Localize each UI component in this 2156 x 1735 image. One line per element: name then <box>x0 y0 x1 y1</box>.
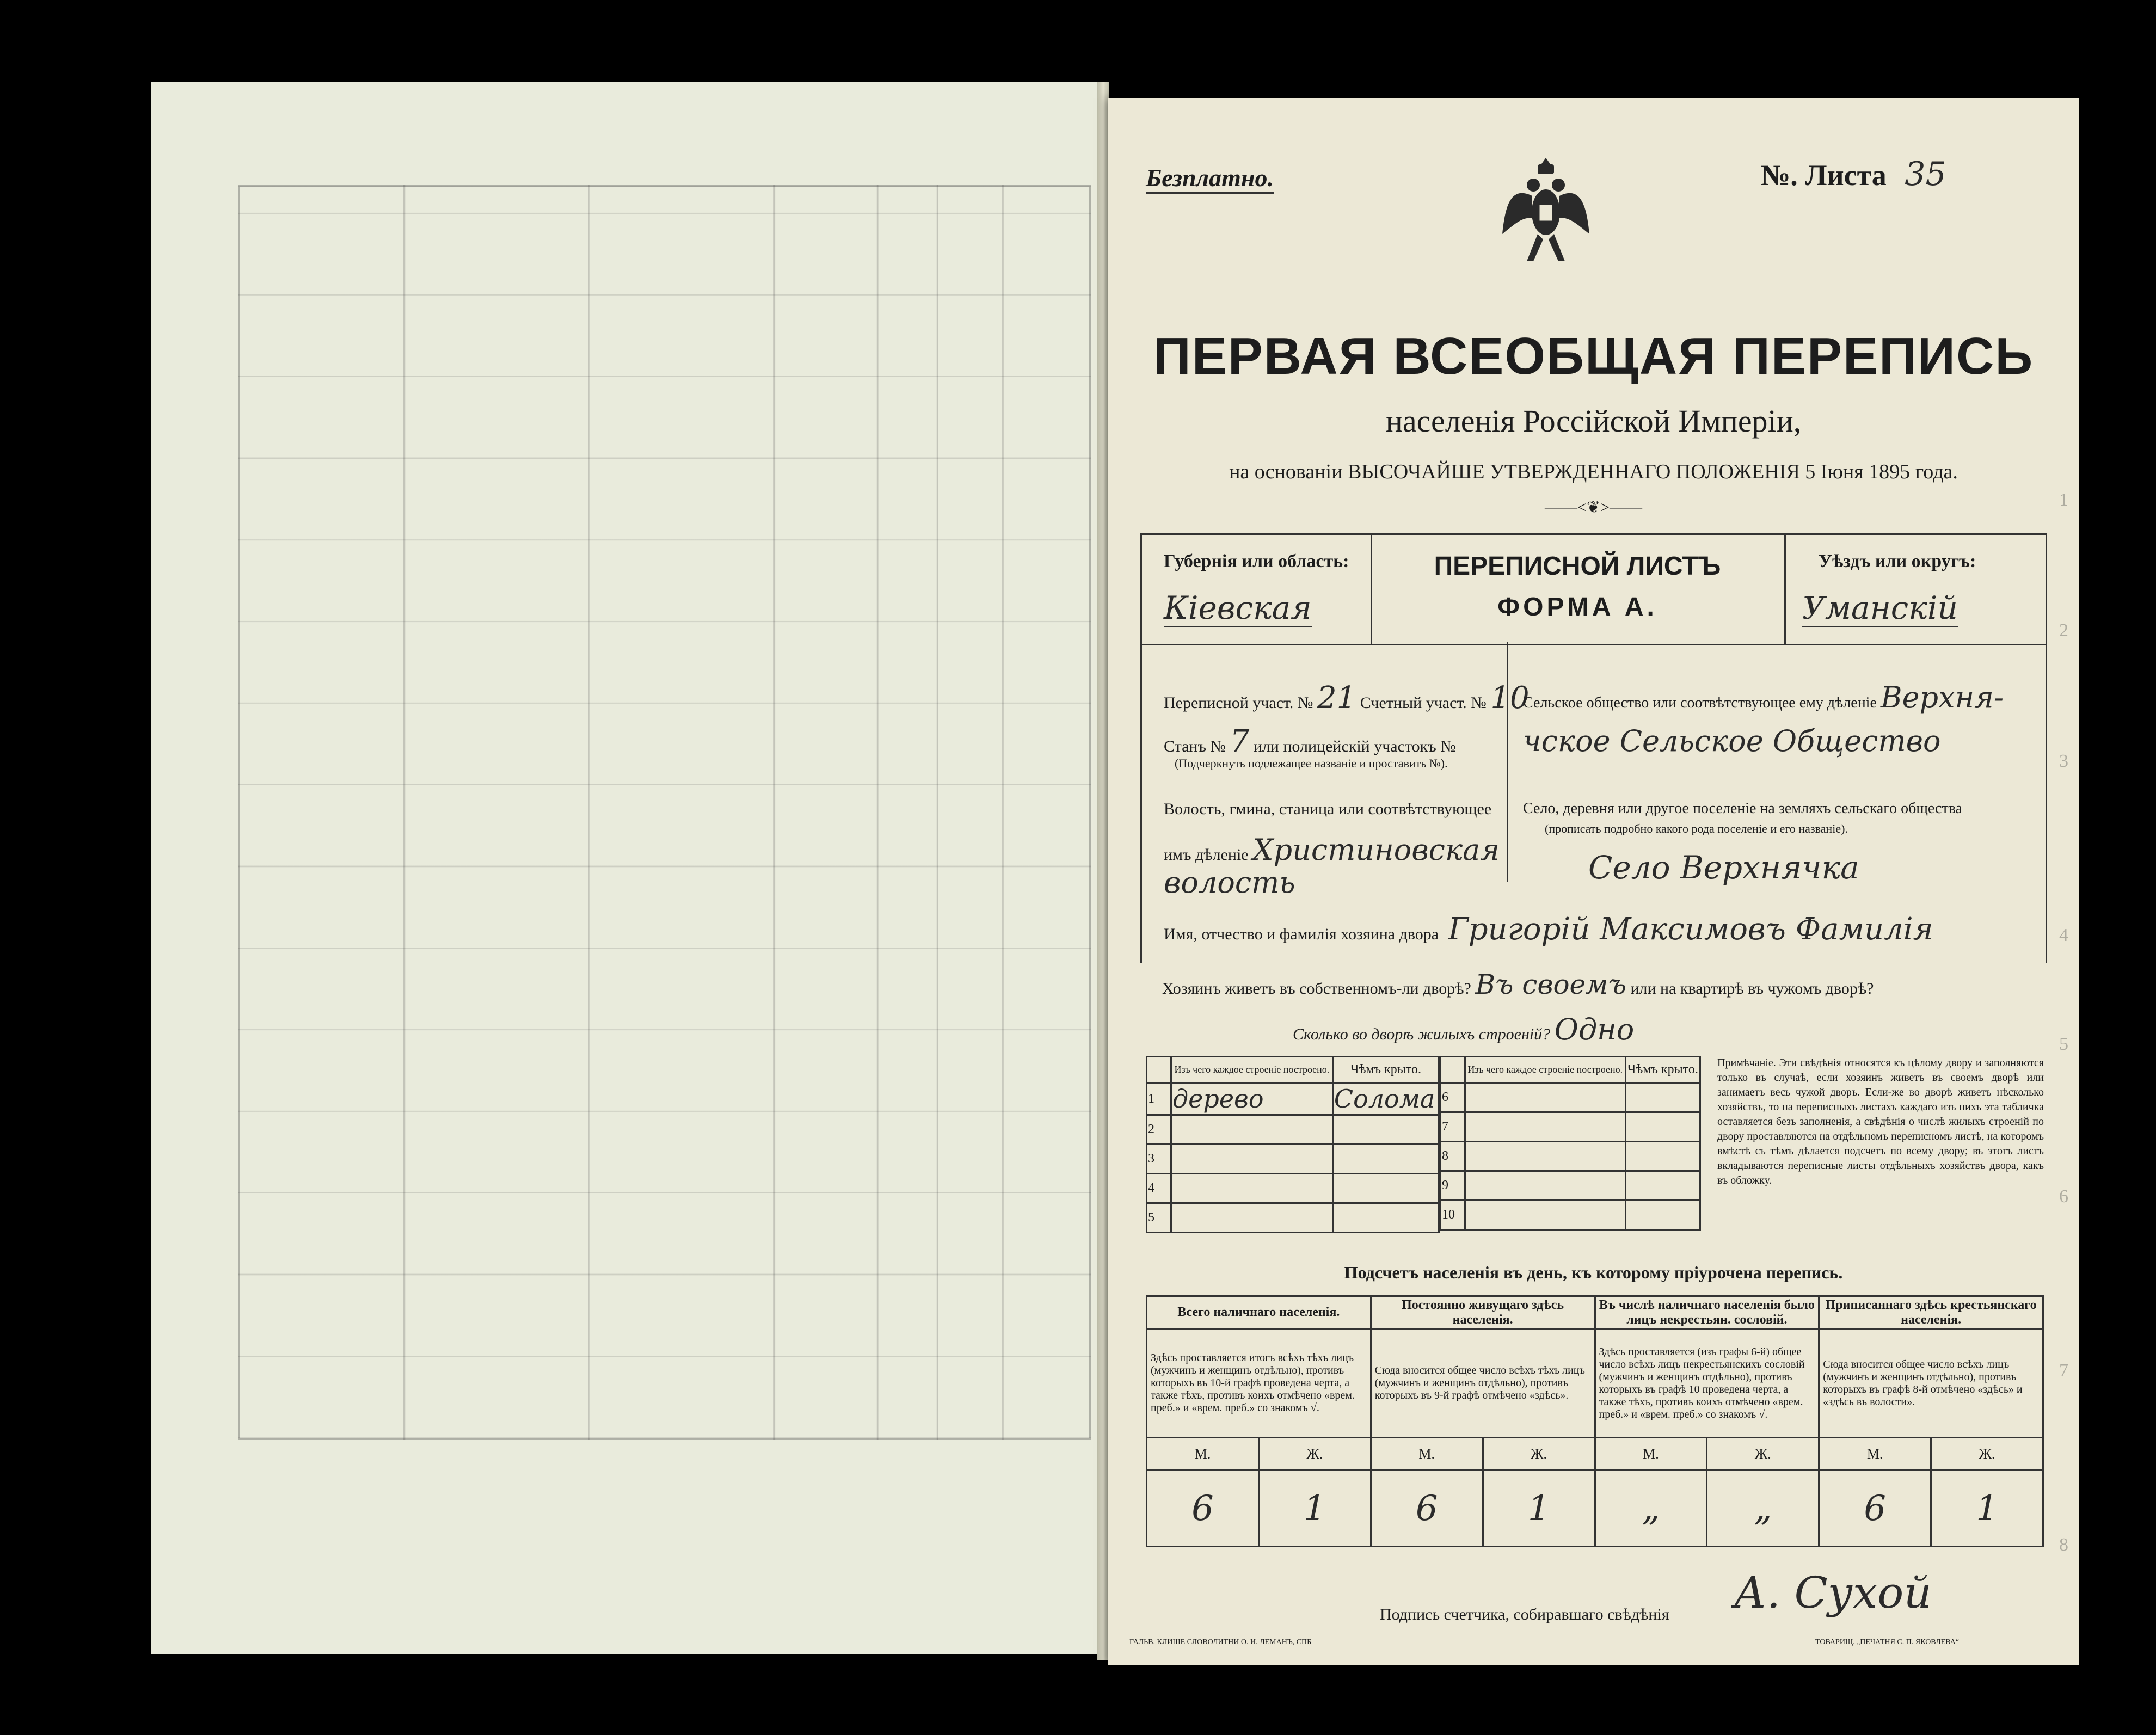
stan-line: Станъ № 7 или полицейскій участокъ № <box>1164 724 1456 759</box>
registered-f: 1 <box>1931 1471 2043 1547</box>
society-label: Сельское общество или соотвѣтствующее ему дѣленіе <box>1523 694 1877 711</box>
address-section: Переписной участ. № 21 Счетный участ. № 10 Станъ № 7 или полицейскій участокъ № (Подчеркнуть подлежащее названіе и проставить №). Волость, гмина, станица или соотвѣтствующее имъ дѣленіе Христиновская волость Сельское общество или соотвѣтствующее ему дѣленіе Верхня- чское Сельское Общество Село, деревня или другое поселеніе на земляхъ сельскаго общества (прописать подробно какого рода поселеніе и его названіе). Село Верхнячка Имя, отчество и фамилія хозяина двора Григорій Максимовъ Фамилія <box>1140 642 2047 963</box>
counting-district-value: 10 <box>1490 680 1530 716</box>
table-row: 4 <box>1147 1174 1439 1203</box>
stan-note: (Подчеркнуть подлежащее названіе и проставить №). <box>1175 756 1448 770</box>
volost-label: Волость, гмина, станица или соотвѣтствующее <box>1164 800 1492 818</box>
permanent-m: 6 <box>1371 1471 1483 1547</box>
form-title: ФОРМА А. <box>1497 593 1657 622</box>
faint-back-grid <box>238 185 1091 1440</box>
table-row: 5 <box>1147 1203 1439 1233</box>
village-label: Село, деревня или другое поселеніе на земляхъ сельскаго общества <box>1523 800 1962 817</box>
margin-number: 4 <box>2059 925 2068 945</box>
signature-label: Подпись счетчика, собиравшаго свѣдѣнія <box>1380 1605 1669 1623</box>
sheet-label: №. Листа <box>1761 159 1887 192</box>
total-f: 1 <box>1258 1471 1371 1547</box>
total-m: 6 <box>1147 1471 1259 1547</box>
uezd-label: Уѣздъ или округъ: <box>1819 551 1976 571</box>
count-table: Всего наличнаго населенія. Постоянно живущаго здѣсь населенія. Въ числѣ наличнаго населенія было лицъ некрестьян. сословій. Приписаннаго здѣсь крестьянскаго населенія. Здѣсь проставляется итогъ всѣхъ тѣхъ лицъ (мужчинъ и женщинъ отдѣльно), противъ которыхъ въ 10-й графѣ проведена черта, а также тѣхъ, противъ коихъ отмѣчено «врем. преб.» и «врем. преб.» со знакомъ √. Сюда вносится общее число всѣхъ тѣхъ лицъ (мужчинъ и женщинъ отдѣльно), противъ которыхъ въ 9-й графѣ отмѣчено «здѣсь». Здѣсь проставляется (изъ графы 6-й) общее число всѣхъ лицъ некрестьянскихъ сословій (мужчинъ и женщинъ отдѣльно), противъ которыхъ въ графѣ 10 проведена черта, а также тѣхъ, противъ коихъ отмѣчено «врем. преб.» и «врем. преб.» со знакомъ √. Сюда вносится общее число всѣхъ лицъ (мужчинъ и женщинъ отдѣльно), противъ которыхъ въ графѣ 8-й отмѣчено «здѣсь» и «здѣсь въ волости». М. Ж. М. Ж. М. Ж. М. Ж. 6 1 6 1 „ „ 6 1 <box>1146 1295 2044 1547</box>
table-row: 2 <box>1147 1115 1439 1145</box>
document-subtitle: населенія Россійской Имперіи, <box>1385 403 1802 439</box>
count-title: Подсчетъ населенія въ день, къ которому пріурочена перепись. <box>1344 1263 1843 1282</box>
margin-number: 5 <box>2059 1034 2068 1054</box>
free-label: Безплатно. <box>1146 163 1274 194</box>
census-form-page <box>1108 98 2079 1665</box>
buildings-label: Сколько во дворѣ жилыхъ строеній? <box>1293 1025 1551 1043</box>
margin-number: 2 <box>2059 620 2068 641</box>
permanent-f: 1 <box>1483 1471 1595 1547</box>
ornament-divider: ——<❦>—— <box>1545 499 1642 516</box>
volost-value-2: волость <box>1164 865 1295 900</box>
uezd-value: Уманскій <box>1802 589 1958 626</box>
village-note: (прописать подробно какого рода поселеніе и его названіе). <box>1545 822 1848 835</box>
printer-left: ГАЛЬВ. КЛИШЕ СЛОВОЛИТНИ О. И. ЛЕМАНЪ, СПБ <box>1129 1638 1312 1646</box>
lives-value: Въ своемъ <box>1475 969 1626 1000</box>
registered-m: 6 <box>1819 1471 1931 1547</box>
table-row: 1 дерево Солома <box>1147 1083 1439 1115</box>
buildings-table-2: Изъ чего каждое строеніе построено. Чѣмъ крыто. 6 7 8 9 10 <box>1440 1056 1701 1231</box>
document-title: ПЕРВАЯ ВСЕОБЩАЯ ПЕРЕПИСЬ <box>1153 327 2034 385</box>
non-peasant-m: „ <box>1595 1471 1707 1547</box>
owner-label: Имя, отчество и фамилія хозяина двора <box>1164 925 1439 943</box>
left-page <box>151 82 1101 1654</box>
society-value: Верхня- <box>1880 680 2004 715</box>
gubernia-label: Губернія или область: <box>1164 551 1349 571</box>
printer-right: ТОВАРИЩ. „ПЕЧАТНЯ С. П. ЯКОВЛЕВА“ <box>1815 1638 1959 1646</box>
buildings-value: Одно <box>1554 1012 1635 1047</box>
margin-number: 3 <box>2059 751 2068 771</box>
society-value-2: чское Сельское Общество <box>1523 724 1941 758</box>
note-text: Примѣчаніе. Эти свѣдѣнія относятся къ цѣлому двору и заполняются только въ случаѣ, если хозяинъ живетъ въ своемъ дворѣ или занимаетъ весь чужой дворъ. Если-же во дворѣ живетъ нѣсколько хозяйствъ, то на переписныхъ листахъ каждаго изъ нихъ эта табличка оставляется безъ заполненія, а свѣдѣнія о числѣ жилыхъ строеній по двору проставляются на отдѣльномъ переписномъ листѣ, на которомъ вмѣстѣ съ тѣмъ дѣлается подсчетъ по всему двору; въ этотъ листъ вкладываются переписные листы отдѣльныхъ хозяйствъ двора, какъ въ обложку. <box>1717 1057 2044 1186</box>
stan-value: 7 <box>1230 724 1250 759</box>
census-district-value: 21 <box>1317 680 1356 716</box>
signature: А. Сухой <box>1734 1567 1932 1618</box>
form-header-box <box>1140 533 2047 645</box>
margin-number: 8 <box>2059 1535 2068 1555</box>
lives-label: Хозяинъ живетъ въ собственномъ-ли дворѣ? <box>1162 980 1471 998</box>
sheet-title: ПЕРЕПИСНОЙ ЛИСТЪ <box>1434 552 1721 581</box>
non-peasant-f: „ <box>1707 1471 1819 1547</box>
owner-value: Григорій Максимовъ Фамилія <box>1448 912 1933 947</box>
imperial-eagle-icon <box>1500 152 1592 278</box>
village-value: Село Верхнячка <box>1588 849 1859 886</box>
margin-number: 1 <box>2059 490 2068 510</box>
volost-value: Христиновская <box>1252 833 1500 867</box>
district-line: Переписной участ. № 21 Счетный участ. № 10 <box>1164 680 1530 716</box>
legal-basis: на основаніи ВЫСОЧАЙШЕ УТВЕРЖДЕННАГО ПОЛОЖЕНІЯ 5 Іюня 1895 года. <box>1229 460 1958 483</box>
gubernia-value: Кіевская <box>1164 589 1312 626</box>
buildings-table-1: Изъ чего каждое строеніе построено. Чѣмъ крыто. 1 дерево Солома 2 3 4 5 <box>1146 1056 1440 1233</box>
margin-number: 6 <box>2059 1186 2068 1207</box>
margin-number: 7 <box>2059 1361 2068 1381</box>
table-row: 3 <box>1147 1145 1439 1174</box>
sheet-number: 35 <box>1905 155 1946 193</box>
lives-suffix: или на квартирѣ въ чужомъ дворѣ? <box>1630 980 1874 998</box>
